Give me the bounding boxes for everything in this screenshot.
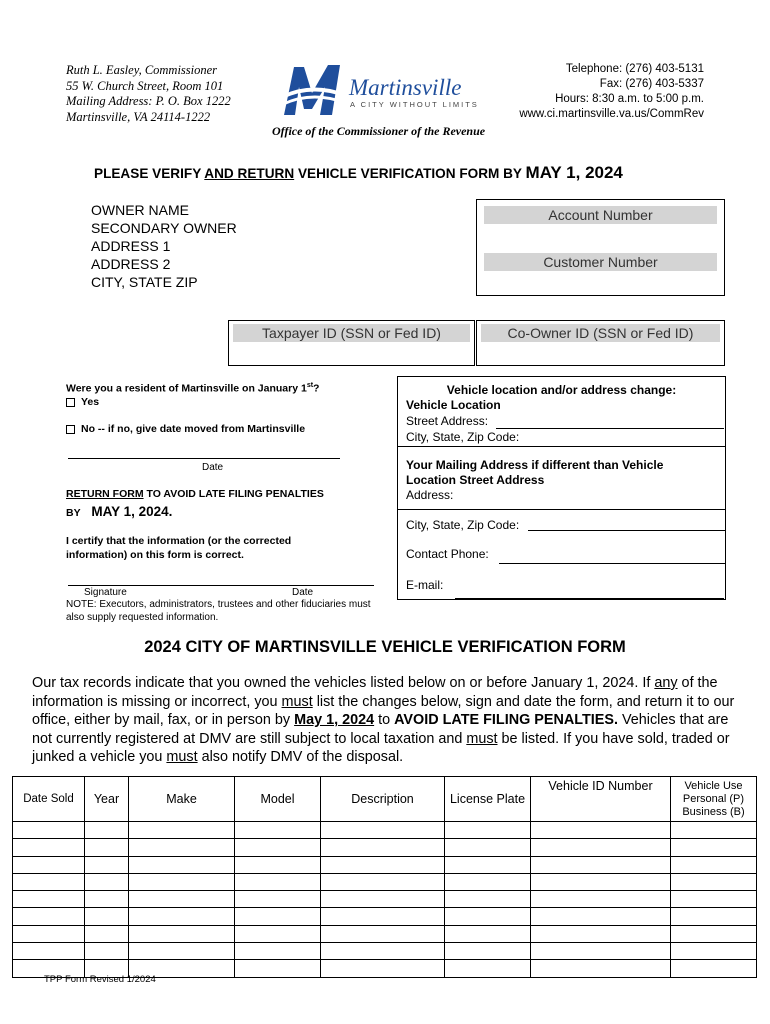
verify-text: VEHICLE VERIFICATION FORM BY [294, 166, 526, 181]
table-cell[interactable] [445, 908, 531, 925]
table-cell[interactable] [321, 839, 445, 856]
table-row [13, 943, 757, 960]
col-description: Description [321, 777, 445, 822]
coowner-id-box[interactable] [476, 320, 725, 366]
certify-line: information) on this form is correct. [66, 549, 244, 561]
intro-deadline: May 1, 2024 [294, 712, 375, 728]
table-cell[interactable] [671, 960, 757, 977]
location-heading: Vehicle location and/or address change: [446, 383, 677, 397]
table-cell[interactable] [671, 943, 757, 960]
resident-question [66, 382, 319, 395]
table-row [13, 856, 757, 873]
resident-question-sup: st [306, 382, 314, 389]
return-by-label: BY [66, 507, 81, 519]
intro-emphasis: must [166, 749, 198, 765]
commissioner-line: 55 W. Church Street, Room 101 [66, 78, 224, 93]
table-row [13, 908, 757, 925]
table-cell[interactable] [321, 908, 445, 925]
table-cell[interactable] [13, 839, 85, 856]
intro-penalty: AVOID LATE FILING PENALTIES. [394, 712, 618, 728]
table-cell[interactable] [129, 873, 235, 890]
table-row [13, 891, 757, 908]
owner-line: OWNER NAME [91, 202, 189, 218]
table-cell[interactable] [445, 925, 531, 942]
table-cell[interactable] [531, 925, 671, 942]
table-cell[interactable] [445, 822, 531, 839]
intro-paragraph [32, 674, 742, 767]
table-cell[interactable] [85, 822, 129, 839]
customer-number-field[interactable]: Customer Number [484, 253, 717, 271]
table-cell[interactable] [321, 873, 445, 890]
owner-line: ADDRESS 1 [91, 238, 171, 254]
table-cell[interactable] [671, 908, 757, 925]
street-address-label: Street Address: [406, 414, 489, 428]
table-cell[interactable] [321, 891, 445, 908]
city-state-zip-label: City, State, Zip Code: [406, 430, 520, 444]
table-cell[interactable] [671, 822, 757, 839]
owner-line: CITY, STATE ZIP [91, 274, 198, 290]
email-line[interactable] [455, 598, 724, 599]
website-link[interactable]: www.ci.martinsville.va.us/CommRev [519, 108, 704, 120]
resident-question-end: ? [313, 382, 320, 395]
table-cell[interactable] [85, 908, 129, 925]
table-cell[interactable] [671, 839, 757, 856]
table-cell[interactable] [85, 839, 129, 856]
account-number-field[interactable]: Account Number [484, 206, 717, 224]
commissioner-block [66, 63, 231, 125]
contact-line: Hours: 8:30 a.m. to 5:00 p.m. [555, 93, 704, 105]
intro-text: Our tax records indicate that you owned the vehicles listed below on or before January 1, 2024. If [32, 675, 655, 691]
table-cell[interactable] [321, 856, 445, 873]
yes-label: Yes [81, 396, 100, 408]
table-cell[interactable] [531, 873, 671, 890]
taxpayer-id-box[interactable] [228, 320, 475, 366]
table-cell[interactable] [321, 960, 445, 977]
table-cell[interactable] [129, 839, 235, 856]
table-cell[interactable] [235, 960, 321, 977]
martinsville-logo [282, 63, 487, 121]
form-title: 2024 CITY OF MARTINSVILLE VEHICLE VERIFICATION FORM [144, 638, 626, 656]
owner-line: SECONDARY OWNER [91, 220, 237, 236]
table-cell[interactable] [13, 873, 85, 890]
table-cell[interactable] [129, 891, 235, 908]
mailing-city-line[interactable] [528, 530, 725, 531]
mailing-heading: Your Mailing Address if different than Vehicle [406, 458, 664, 472]
table-cell[interactable] [85, 891, 129, 908]
taxpayer-id-label: Taxpayer ID (SSN or Fed ID) [233, 324, 470, 342]
table-header-row [13, 777, 757, 822]
table-cell[interactable] [445, 856, 531, 873]
table-cell[interactable] [13, 908, 85, 925]
table-cell[interactable] [235, 908, 321, 925]
note-line: also supply requested information. [66, 611, 219, 623]
intro-text: Vehicles that are not currently registered at DMV are still subject to local taxation and [32, 712, 729, 747]
no-label: No -- if no, give date moved from Martinsville [81, 423, 306, 435]
table-cell[interactable] [85, 856, 129, 873]
table-cell[interactable] [671, 873, 757, 890]
intro-emphasis: must [281, 693, 313, 710]
office-caption: Office of the Commissioner of the Revenue [272, 124, 486, 138]
table-row [13, 822, 757, 839]
table-cell[interactable] [13, 925, 85, 942]
table-cell[interactable] [531, 943, 671, 960]
contact-line: Telephone: (276) 403-5131 [565, 63, 704, 75]
table-cell[interactable] [445, 943, 531, 960]
intro-text: also notify DMV of the disposal. [197, 749, 404, 765]
contact-phone-label: Contact Phone: [406, 547, 489, 561]
table-cell[interactable] [129, 925, 235, 942]
return-penalties-text: TO AVOID LATE FILING PENALTIES [143, 488, 324, 500]
table-cell[interactable] [445, 960, 531, 977]
table-cell[interactable] [321, 943, 445, 960]
col-vehicle-use: Vehicle Use Personal (P) Business (B) [671, 777, 757, 822]
table-cell[interactable] [671, 856, 757, 873]
table-cell[interactable] [671, 925, 757, 942]
table-cell[interactable] [235, 839, 321, 856]
street-address-line[interactable] [496, 428, 724, 429]
logo-tagline: A CITY WITHOUT LIMITS [350, 100, 479, 109]
commissioner-line: Martinsville, VA 24114-1222 [66, 109, 211, 124]
no-option[interactable] [66, 423, 305, 435]
col-make: Make [129, 777, 235, 822]
table-cell[interactable] [85, 925, 129, 942]
table-cell[interactable] [235, 943, 321, 960]
verify-date: MAY 1, 2024 [525, 163, 623, 182]
certify-line: I certify that the information (or the corrected [66, 535, 292, 547]
moved-date-label: Date [202, 462, 224, 473]
table-cell[interactable] [129, 908, 235, 925]
table-cell[interactable] [235, 822, 321, 839]
table-row [13, 925, 757, 942]
intro-text: to [374, 712, 395, 728]
table-cell[interactable] [13, 822, 85, 839]
table-cell[interactable] [235, 856, 321, 873]
table-cell[interactable] [531, 960, 671, 977]
return-by [66, 504, 172, 519]
return-form-text: RETURN FORM [66, 488, 144, 500]
verify-text: PLEASE VERIFY [94, 166, 205, 181]
mailing-heading-2: Location Street Address [406, 473, 545, 487]
contact-line: Fax: (276) 403-5337 [599, 78, 704, 90]
col-model: Model [235, 777, 321, 822]
table-cell[interactable] [445, 891, 531, 908]
table-cell[interactable] [235, 891, 321, 908]
yes-checkbox[interactable] [66, 398, 75, 407]
table-cell[interactable] [13, 891, 85, 908]
table-cell[interactable] [531, 856, 671, 873]
commissioner-line: Ruth L. Easley, Commissioner [66, 63, 218, 77]
moved-date-line[interactable] [68, 458, 340, 459]
contact-phone-line[interactable] [499, 563, 725, 564]
signature-label: Signature [84, 587, 127, 598]
fiduciary-note [66, 599, 371, 624]
owner-address-block [91, 201, 237, 291]
table-cell[interactable] [129, 943, 235, 960]
intro-emphasis: must [466, 730, 498, 747]
logo-name: Martinsville [349, 75, 462, 100]
signature-date-label: Date [292, 587, 314, 598]
table-cell[interactable] [445, 873, 531, 890]
mailing-city-label: City, State, Zip Code: [406, 518, 520, 532]
signature-line[interactable] [68, 585, 374, 586]
form-revision: TPP Form Revised 1/2024 [44, 974, 156, 985]
col-vin: Vehicle ID Number [531, 777, 671, 822]
table-row [13, 839, 757, 856]
table-cell[interactable] [671, 891, 757, 908]
return-date: MAY 1, 2024. [91, 504, 173, 519]
verify-text-underlined: AND RETURN [204, 166, 295, 181]
col-date-sold: Date Sold [13, 777, 85, 822]
table-cell[interactable] [531, 822, 671, 839]
table-cell[interactable] [129, 822, 235, 839]
email-label: E-mail: [406, 578, 444, 592]
table-cell[interactable] [321, 925, 445, 942]
coowner-id-label: Co-Owner ID (SSN or Fed ID) [481, 324, 720, 342]
table-cell[interactable] [235, 873, 321, 890]
note-line: NOTE: Executors, administrators, trustees and other fiduciaries must [66, 599, 371, 610]
intro-emphasis: any [654, 675, 678, 691]
owner-line: ADDRESS 2 [91, 256, 171, 272]
divider [398, 446, 725, 447]
return-notice [66, 488, 324, 500]
certify-text [66, 534, 291, 562]
verify-heading [94, 163, 623, 183]
table-cell[interactable] [235, 925, 321, 942]
mailing-address-label: Address: [406, 488, 454, 502]
table-cell[interactable] [13, 856, 85, 873]
contact-block [519, 62, 704, 122]
account-box [476, 199, 725, 296]
table-cell[interactable] [85, 873, 129, 890]
mailing-address-line[interactable] [398, 509, 725, 510]
intro-text: be listed. If you have sold, traded or junked a vehicle you [32, 730, 730, 765]
vehicle-table [12, 776, 757, 978]
no-checkbox[interactable] [66, 425, 75, 434]
col-license-plate: License Plate [445, 777, 531, 822]
yes-option[interactable] [66, 396, 99, 408]
table-cell[interactable] [321, 822, 445, 839]
vehicle-location-label: Vehicle Location [406, 398, 501, 412]
table-row [13, 873, 757, 890]
table-cell[interactable] [445, 839, 531, 856]
intro-text: of the information is missing or incorrect, you [32, 675, 718, 710]
table-cell[interactable] [85, 943, 129, 960]
table-cell[interactable] [13, 943, 85, 960]
location-change-box [397, 376, 726, 600]
resident-question-text: Were you a resident of Martinsville on January 1 [66, 382, 307, 395]
table-cell[interactable] [129, 856, 235, 873]
table-cell[interactable] [531, 839, 671, 856]
table-cell[interactable] [531, 891, 671, 908]
col-year: Year [85, 777, 129, 822]
table-cell[interactable] [531, 908, 671, 925]
intro-text: list the changes below, sign and date the form, and return it to our office, either by mail, fax, or in person by [32, 693, 735, 728]
commissioner-line: Mailing Address: P. O. Box 1222 [66, 94, 231, 108]
